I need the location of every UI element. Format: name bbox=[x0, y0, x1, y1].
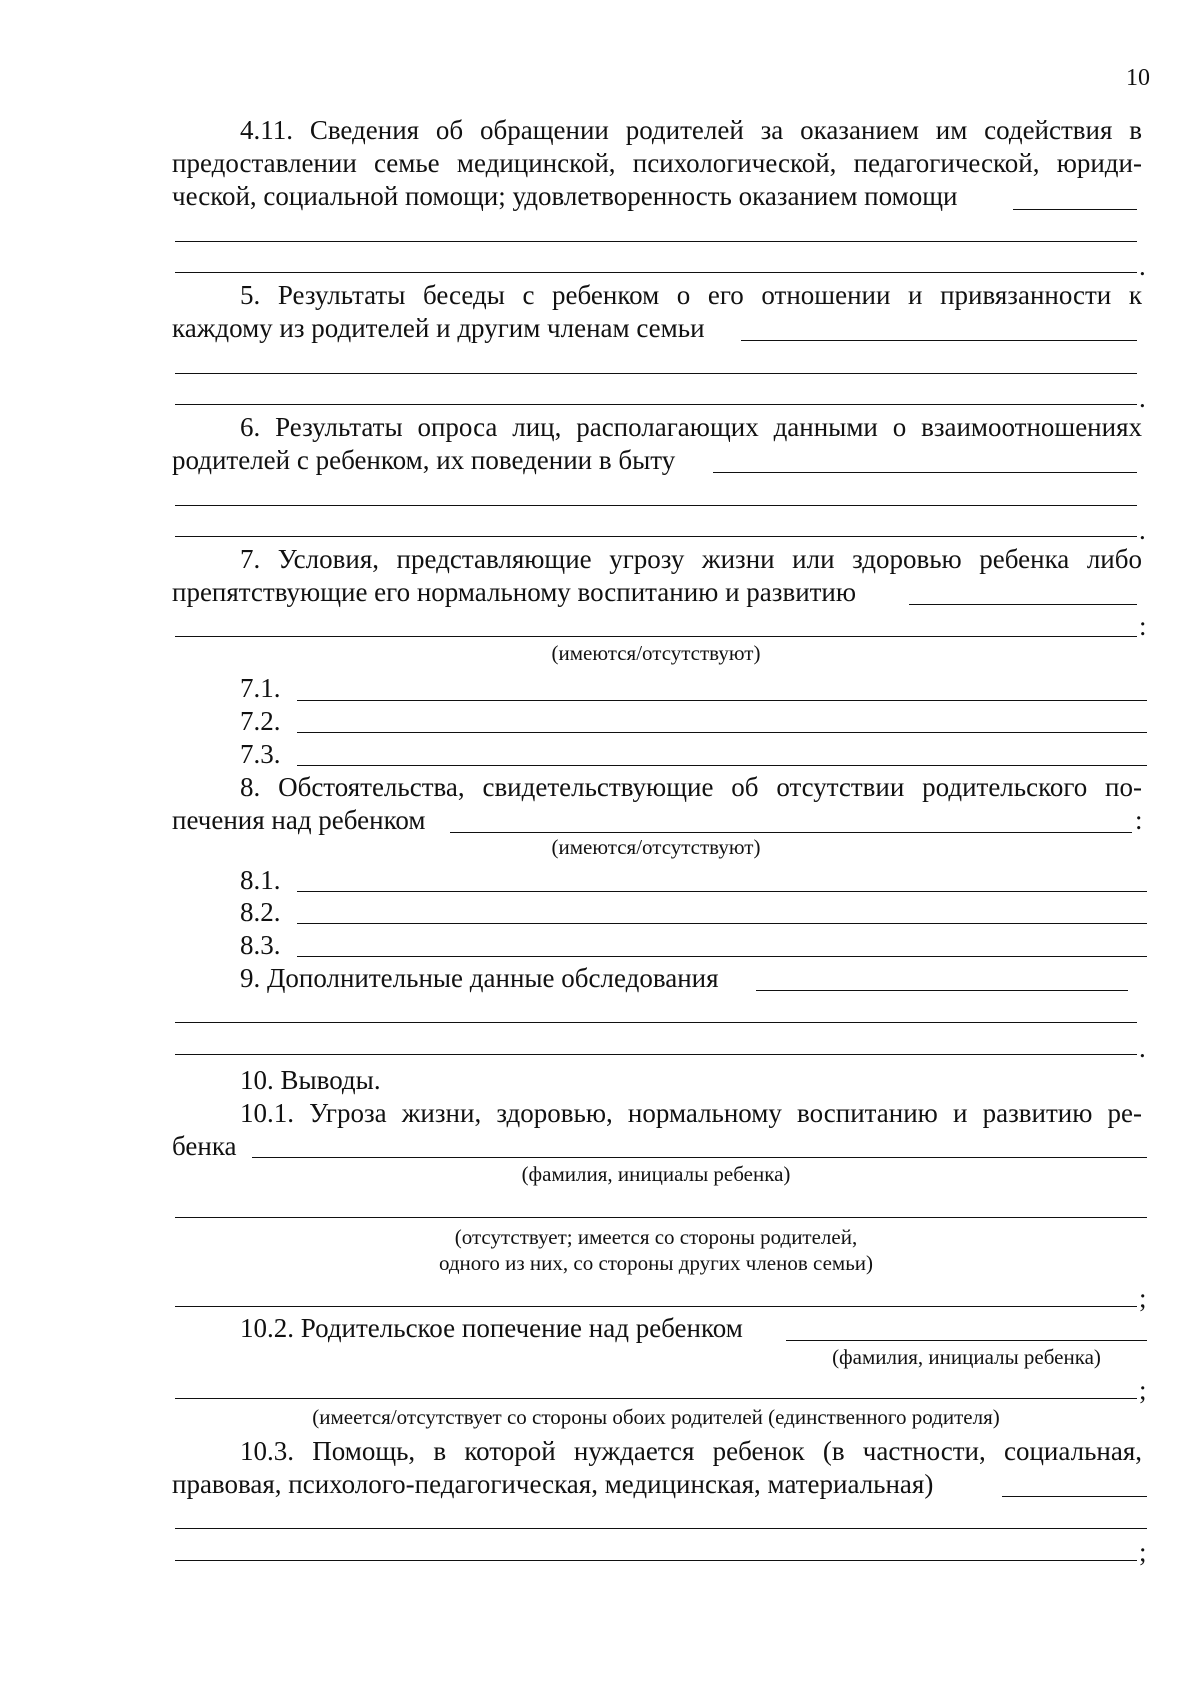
s411-line3: ческой, социальной помощи; удовлетворенность оказанием помощи bbox=[172, 181, 958, 211]
s10-1-threat-line[interactable] bbox=[175, 1217, 1147, 1218]
s10-2-caption-care: (имеется/отсутствует со стороны обоих родителей (единственного родителя) bbox=[312, 1405, 1000, 1429]
s5-answer-line-2[interactable] bbox=[175, 373, 1137, 374]
s9-answer-line-1[interactable] bbox=[756, 990, 1128, 991]
s7-item-3-label: 7.3. bbox=[240, 739, 281, 769]
s5-line2: каждому из родителей и другим членам семьи bbox=[172, 313, 705, 343]
s10-2-caption-child: (фамилия, инициалы ребенка) bbox=[832, 1345, 1101, 1369]
s8-item-3-label: 8.3. bbox=[240, 930, 281, 960]
s10-3-answer-line-3[interactable] bbox=[175, 1560, 1137, 1561]
s6-line1: 6. Результаты опроса лиц, располагающих данными о взаимоотношениях bbox=[240, 412, 1142, 442]
s8-end-colon: : bbox=[1135, 805, 1143, 835]
s411-answer-line-2[interactable] bbox=[175, 241, 1137, 242]
s10-2-line1: 10.2. Родительское попечение над ребенком bbox=[240, 1313, 743, 1343]
s10-1-end-semicolon: ; bbox=[1139, 1283, 1147, 1313]
s411-end-period: . bbox=[1139, 251, 1146, 281]
s10-1-caption-threat-a: (отсутствует; имеется со стороны родителей, bbox=[454, 1225, 858, 1249]
s10-1-caption-child: (фамилия, инициалы ребенка) bbox=[521, 1162, 791, 1186]
s10-3-answer-line-1[interactable] bbox=[1002, 1496, 1147, 1497]
s411-line2: предоставлении семье медицинской, психологической, педагогической, юриди- bbox=[172, 148, 1142, 178]
s10-1-caption-threat-b: одного из них, со стороны других членов семьи) bbox=[438, 1251, 874, 1275]
s10-3-answer-line-2[interactable] bbox=[175, 1528, 1147, 1529]
s10-1-child-name-line[interactable] bbox=[252, 1157, 1147, 1158]
s8-item-1-label: 8.1. bbox=[240, 865, 281, 895]
s6-answer-line-1[interactable] bbox=[713, 472, 1137, 473]
s10-3-end-semicolon: ; bbox=[1139, 1537, 1147, 1567]
s6-line2: родителей с ребенком, их поведении в быту bbox=[172, 445, 676, 475]
s411-line1: 4.11. Сведения об обращении родителей за оказанием им содействия в bbox=[240, 115, 1142, 145]
s6-end-period: . bbox=[1139, 515, 1146, 545]
s7-item-3-line[interactable] bbox=[297, 765, 1147, 766]
s7-caption: (имеются/отсутствуют) bbox=[551, 641, 761, 665]
s7-item-2-line[interactable] bbox=[297, 732, 1147, 733]
s8-item-2-line[interactable] bbox=[297, 923, 1147, 924]
s10-1-answer-line[interactable] bbox=[175, 1306, 1137, 1307]
s9-answer-line-2[interactable] bbox=[175, 1022, 1137, 1023]
s10-3-line1: 10.3. Помощь, в которой нуждается ребенок (в частности, социальная, bbox=[240, 1436, 1142, 1466]
s10-2-answer-line[interactable] bbox=[175, 1398, 1137, 1399]
s6-answer-line-2[interactable] bbox=[175, 505, 1137, 506]
s8-item-3-line[interactable] bbox=[297, 956, 1147, 957]
s411-answer-line-3[interactable] bbox=[175, 272, 1137, 273]
page-number: 10 bbox=[1126, 65, 1150, 91]
s7-answer-line-1[interactable] bbox=[909, 604, 1137, 605]
s411-answer-line-1[interactable] bbox=[1013, 209, 1137, 210]
s10-2-end-semicolon: ; bbox=[1139, 1375, 1147, 1405]
s10-3-line2: правовая, психолого-педагогическая, медицинская, материальная) bbox=[172, 1469, 934, 1499]
s8-line2: печения над ребенком bbox=[172, 805, 426, 835]
s10-2-child-name-line[interactable] bbox=[786, 1340, 1147, 1341]
s6-answer-line-3[interactable] bbox=[175, 536, 1137, 537]
s5-end-period: . bbox=[1139, 383, 1146, 413]
s10-1-line2: бенка bbox=[172, 1131, 237, 1161]
s8-caption: (имеются/отсутствуют) bbox=[551, 835, 761, 859]
s8-line1: 8. Обстоятельства, свидетельствующие об отсутствии родительского по- bbox=[240, 772, 1142, 802]
s5-line1: 5. Результаты беседы с ребенком о его отношении и привязанности к bbox=[240, 280, 1142, 310]
s10-title: 10. Выводы. bbox=[240, 1065, 381, 1095]
s7-item-1-line[interactable] bbox=[297, 700, 1147, 701]
s8-answer-line[interactable] bbox=[450, 832, 1132, 833]
s8-item-1-line[interactable] bbox=[297, 891, 1147, 892]
s8-item-2-label: 8.2. bbox=[240, 897, 281, 927]
s7-item-1-label: 7.1. bbox=[240, 673, 281, 703]
s5-answer-line-3[interactable] bbox=[175, 404, 1137, 405]
s7-end-colon: : bbox=[1139, 611, 1147, 641]
s9-line1: 9. Дополнительные данные обследования bbox=[240, 963, 719, 993]
s9-end-period: . bbox=[1139, 1033, 1146, 1063]
s7-item-2-label: 7.2. bbox=[240, 706, 281, 736]
s9-answer-line-3[interactable] bbox=[175, 1054, 1137, 1055]
s10-1-line1: 10.1. Угроза жизни, здоровью, нормальному воспитанию и развитию ре- bbox=[240, 1098, 1142, 1128]
s7-line2: препятствующие его нормальному воспитанию и развитию bbox=[172, 577, 857, 607]
s5-answer-line-1[interactable] bbox=[741, 340, 1137, 341]
s7-answer-line-2[interactable] bbox=[175, 636, 1137, 637]
s7-line1: 7. Условия, представляющие угрозу жизни или здоровью ребенка либо bbox=[240, 544, 1142, 574]
